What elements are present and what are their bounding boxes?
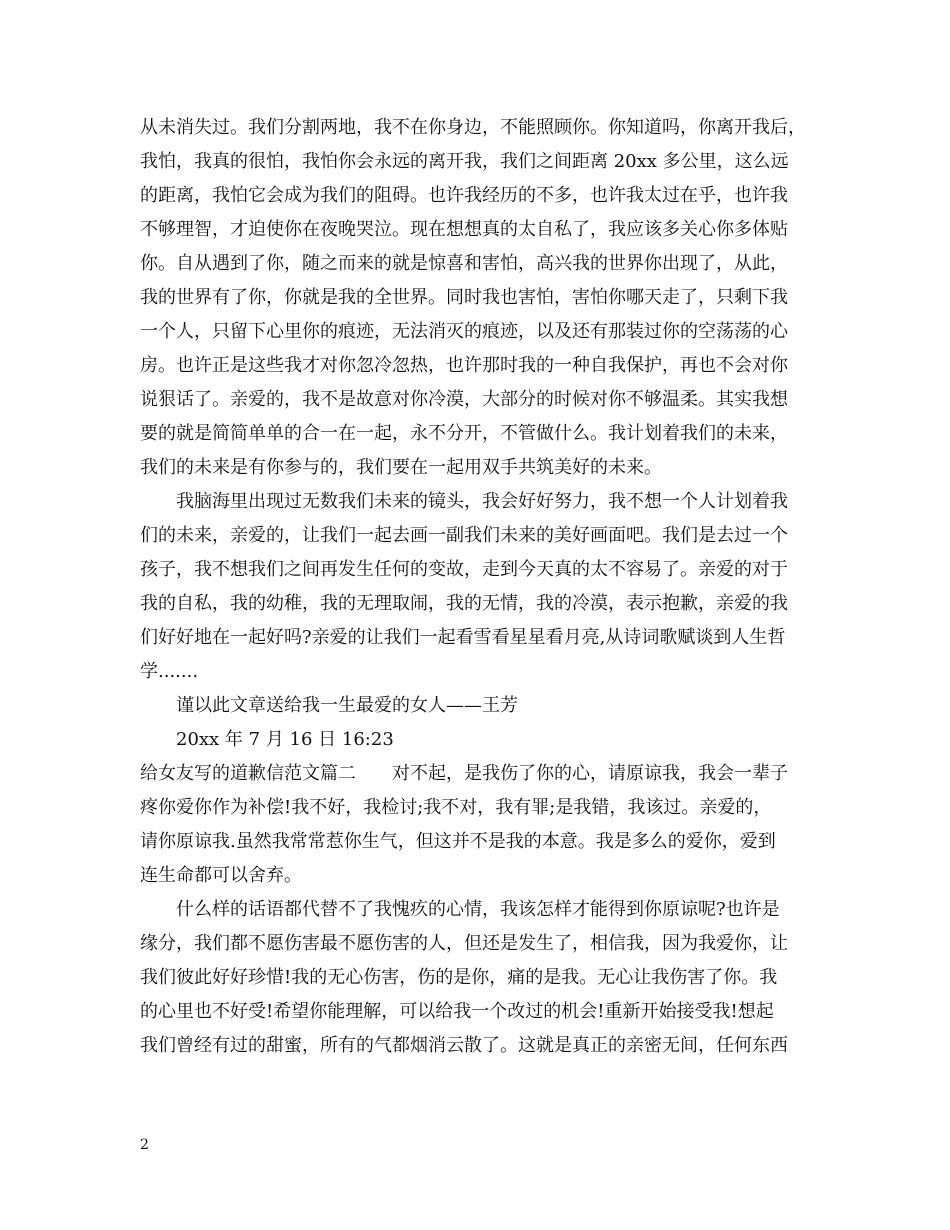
paragraph-first-line: 什么样的话语都代替不了我愧疚的心情，我该怎样才能得到你原谅呢?也许是	[176, 899, 780, 920]
text-line: 房。也许正是这些我才对你忽冷忽热，也许那时我的一种自我保护，再也不会对你	[140, 355, 788, 376]
dedication-line: 谨以此文章送给我一生最爱的女人——王芳	[176, 695, 518, 716]
text-line: 从未消失过。我们分割两地，我不在你身边，不能照顾你。你知道吗，你离开我后，	[140, 117, 806, 138]
text-line: 我怕，我真的很怕，我怕你会永远的离开我，我们之间距离 20xx 多公里，这么远	[140, 151, 789, 172]
section-heading-line: 给女友写的道歉信范文篇二 对不起，是我伤了你的心，请原谅我，我会一辈子	[140, 763, 788, 784]
text-line: 孩子，我不想我们之间再发生任何的变故，走到今天真的太不容易了。亲爱的对于	[140, 559, 788, 580]
text-line: 我的自私，我的幼稚，我的无理取闹，我的无情，我的冷漠，表示抱歉，亲爱的我	[140, 593, 788, 614]
text-line: 我们彼此好好珍惜!我的无心伤害，伤的是你，痛的是我。无心让我伤害了你。我	[140, 967, 778, 988]
text-line: 不够理智，才迫使你在夜晚哭泣。现在想想真的太自私了，我应该多关心你多体贴	[140, 219, 788, 240]
text-line: 们好好地在一起好吗?亲爱的让我们一起看雪看星星看月亮,从诗词歌赋谈到人生哲	[140, 627, 786, 648]
text-line: 学.......	[140, 661, 199, 682]
text-line: 疼你爱你作为补偿!我不好，我检讨;我不对，我有罪;是我错，我该过。亲爱的，	[140, 797, 772, 818]
text-line: 请你原谅我.虽然我常常惹你生气，但这并不是我的本意。我是多么的爱你，爱到	[140, 831, 776, 852]
text-line: 说狠话了。亲爱的，我不是故意对你冷漠，大部分的时候对你不够温柔。其实我想	[140, 389, 788, 410]
text-line: 要的就是简简单单的合一在一起，永不分开，不管做什么。我计划着我们的未来，	[140, 423, 788, 444]
text-line: 一个人，只留下心里你的痕迹，无法消灭的痕迹，以及还有那装过你的空荡荡的心	[140, 321, 788, 342]
text-line: 缘分，我们都不愿伤害最不愿伤害的人，但还是发生了，相信我，因为我爱你，让	[140, 933, 788, 954]
page-number: 2	[140, 1137, 149, 1153]
text-line: 们的未来，亲爱的，让我们一起去画一副我们未来的美好画面吧。我们是去过一个	[140, 525, 788, 546]
text-line: 的距离，我怕它会成为我们的阻碍。也许我经历的不多，也许我太过在乎，也许我	[140, 185, 788, 206]
paragraph-first-line: 我脑海里出现过无数我们未来的镜头，我会好好努力，我不想一个人计划着我	[176, 491, 788, 512]
text-line: 我们曾经有过的甜蜜，所有的气都烟消云散了。这就是真正的亲密无间，任何东西	[140, 1035, 788, 1056]
text-line: 我的世界有了你，你就是我的全世界。同时我也害怕，害怕你哪天走了，只剩下我	[140, 287, 788, 308]
text-line: 的心里也不好受!希望你能理解，可以给我一个改过的机会!重新开始接受我!想起	[140, 1001, 774, 1022]
text-line: 连生命都可以舍弃。	[140, 865, 302, 886]
text-line: 你。自从遇到了你，随之而来的就是惊喜和害怕，高兴我的世界你出现了，从此，	[140, 253, 788, 274]
date-line: 20xx 年 7 月 16 日 16:23	[176, 729, 394, 750]
text-line: 我们的未来是有你参与的，我们要在一起用双手共筑美好的未来。	[140, 457, 662, 478]
